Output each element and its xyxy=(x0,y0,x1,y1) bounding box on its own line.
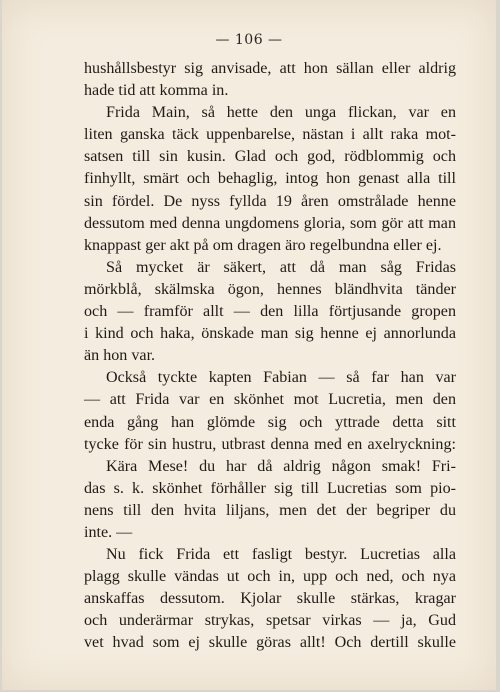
text-line: sin fördel. De nyss fyllda 19 åren omstrålade henne xyxy=(84,192,456,210)
page-number: — 106 — xyxy=(215,32,283,48)
text-line: hushållsbestyr sig anvisade, att hon sällan eller aldrig xyxy=(84,60,456,77)
text-line: Kära Mese! du har då aldrig någon smak! Fri- xyxy=(106,457,456,475)
text-line: liten ganska täck uppenbarelse, nästan i allt raka mot- xyxy=(84,126,456,144)
text-line: än hon var. xyxy=(84,347,156,365)
text-line: nens till den hvita liljans, men det der begriper du xyxy=(84,501,456,519)
text-line: Så mycket är säkert, att då man såg Fridas xyxy=(106,258,456,276)
text-line: och — framför allt — den lilla förtjusande gropen xyxy=(84,303,456,321)
text-line: i kind och haka, önskade man sig henne ej annorlunda xyxy=(84,325,456,343)
text-line: hade tid att komma in. xyxy=(84,82,229,100)
text-line: anskaffas dessutom. Kjolar skulle stärkas, kragar xyxy=(84,590,456,608)
text-line: inte. — xyxy=(84,523,133,541)
body-text xyxy=(84,58,456,655)
text-line: enda gång han glömde sig och yttrade detta sitt xyxy=(84,413,456,431)
book-page xyxy=(2,0,496,690)
text-line: plagg skulle vändas ut och in, upp och ned, och nya xyxy=(84,568,456,586)
text-line: das s. k. skönhet förhåller sig till Lucretias som pio- xyxy=(84,479,456,497)
text-line: Frida Main, så hette den unga flickan, var en xyxy=(106,104,456,122)
text-line: satsen till sin kusin. Glad och god, rödblommig och xyxy=(84,148,456,166)
text-line: dessutom med denna ungdomens gloria, som gör att man xyxy=(84,214,456,232)
text-line: — att Frida var en skönhet mot Lucretia, men den xyxy=(84,391,456,409)
text-line: tycke för sin hustru, utbrast denna med en axelryckning: xyxy=(84,435,456,453)
text-line: knappast ger akt på om dragen äro regelbundna eller ej. xyxy=(84,236,442,254)
text-line: och underärmar strykas, spetsar virkas — ja, Gud xyxy=(84,612,456,630)
text-line: Nu fick Frida ett fasligt bestyr. Lucretias alla xyxy=(106,546,456,564)
text-line: mörkblå, skälmska ögon, hennes bländhvita tänder xyxy=(84,280,456,298)
text-line: vet hvad som ej skulle göras allt! Och dertill skulle xyxy=(84,634,456,652)
text-line: Också tyckte kapten Fabian — så far han var xyxy=(106,369,456,387)
text-line: finhyllt, smärt och behaglig, intog hon genast alla till xyxy=(84,170,456,188)
